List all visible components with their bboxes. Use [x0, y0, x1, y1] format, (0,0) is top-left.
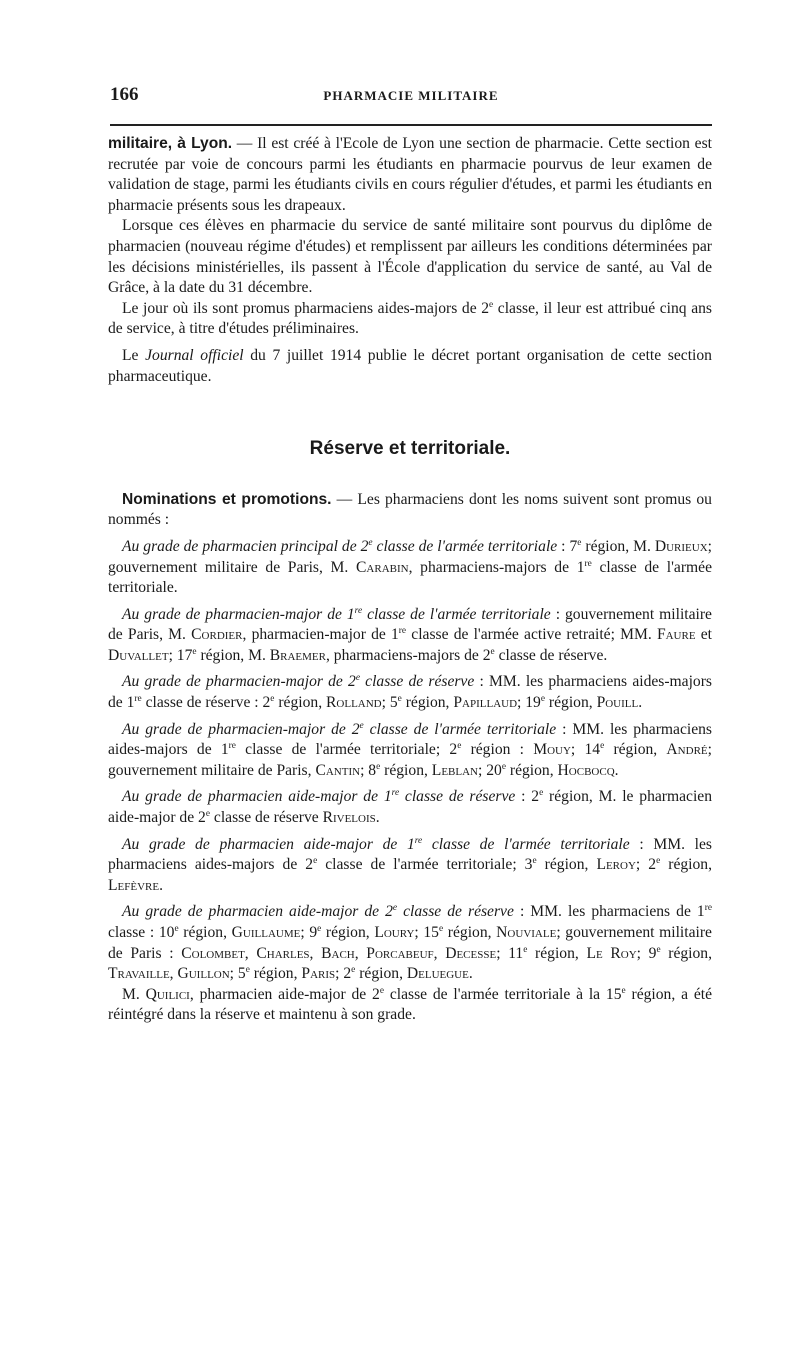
- journal-title: Journal officiel: [145, 346, 244, 364]
- paragraph-text: — Il est créé à l'Ecole de Lyon une section de pharmacie. Cette section est recrutée par voie de concours parmi les étudiants en pharmacie pourvus de leur examen de validation de stage, parmi les étudiants civils en cours régulier d'études, et parmi les étudiants en pharmacie présents sous les drapeaux.: [108, 135, 712, 214]
- entry-aide-major-1re-reserve: Au grade de pharmacien aide-major de 1re classe de réserve : 2e région, M. le pharmacien aide-major de 2e classe de réserve Rivelois.: [108, 788, 712, 827]
- entry-aide-major-2e-reserve: Au grade de pharmacien aide-major de 2e classe de réserve : MM. les pharmaciens de 1re classe : 10e région, Guillaume; 9e région, Loury; 15e région, Nouviale; gouvernement militaire de Paris : Colombet, Charles, Bach, Porcabeuf, Decesse; 11e région, Le Roy; 9e région, Travaille, Guillon; 5e région, Paris; 2e région, Deluegue.: [108, 903, 712, 983]
- page-header: [110, 84, 712, 108]
- entry-principal-territoriale: Au grade de pharmacien principal de 2e classe de l'armée territoriale : 7e région, M. Durieux; gouvernement militaire de Paris, M. Carabin, pharmaciens-majors de 1re classe de l'armée territoriale.: [108, 537, 713, 597]
- header-rule: [110, 124, 712, 126]
- entry-major-2e-reserve: Au grade de pharmacien-major de 2e classe de réserve : MM. les pharmaciens aides-majors de 1re classe de réserve : 2e région, Rolland; 5e région, Papillaud; 19e région, Pouill.: [108, 673, 712, 712]
- paragraph-lyon: [108, 134, 712, 216]
- page-body: [108, 134, 712, 1026]
- running-title: PHARMACIE MILITAIRE: [323, 88, 499, 103]
- section-title: Réserve et territoriale.: [309, 438, 511, 460]
- paragraph-lead: militaire, à Lyon.: [108, 135, 233, 152]
- paragraph-promus: Le jour où ils sont promus pharmaciens aides-majors de 2e classe, il leur est attribué cinq ans de service, à titre d'études préliminaires.: [108, 299, 712, 338]
- paragraph-nominations: Nominations et promotions. — Les pharmaciens dont les noms suivent sont promus ou nommés :: [108, 490, 712, 529]
- nominations-lead: Nominations et promotions.: [122, 490, 332, 508]
- paragraph-quilici: M. Quilici, pharmacien aide-major de 2e classe de l'armée territoriale à la 15e région, a été réintégré dans la réserve et maintenu à son grade.: [108, 985, 712, 1024]
- entry-major-2e-territoriale: Au grade de pharmacien-major de 2e classe de l'armée territoriale : MM. les pharmaciens aides-majors de 1re classe de l'armée territoriale; 2e région : Mouy; 14e région, André; gouvernement militaire de Paris, Cantin; 8e région, Leblan; 20e région, Hocbocq.: [108, 720, 712, 779]
- paragraph-journal: Le Journal officiel du 7 juillet 1914 publie le décret portant organisation de cette section pharmaceutique.: [108, 346, 712, 385]
- paragraph-diplome: Lorsque ces élèves en pharmacie du service de santé militaire sont pourvus du diplôme de pharmacien (nouveau régime d'études) et remplissent par ailleurs les conditions déterminées par les décisions ministérielles, ils passent à l'École d'application du service de santé, au Val de Grâce, à la date du 31 décembre.: [108, 217, 712, 297]
- entry-aide-major-1re-territoriale: Au grade de pharmacien aide-major de 1re classe de l'armée territoriale : MM. les pharmaciens aides-majors de 2e classe de l'armée territoriale; 3e région, Leroy; 2e région, Lefèvre.: [108, 835, 712, 894]
- entry-major-1re-territoriale: Au grade de pharmacien-major de 1re classe de l'armée territoriale : gouvernement militaire de Paris, M. Cordier, pharmacien-major de 1re classe de l'armée active retraité; MM. Faure et Duvallet; 17e région, M. Braemer, pharmaciens-majors de 2e classe de réserve.: [108, 605, 713, 664]
- page-number: 166: [110, 84, 139, 105]
